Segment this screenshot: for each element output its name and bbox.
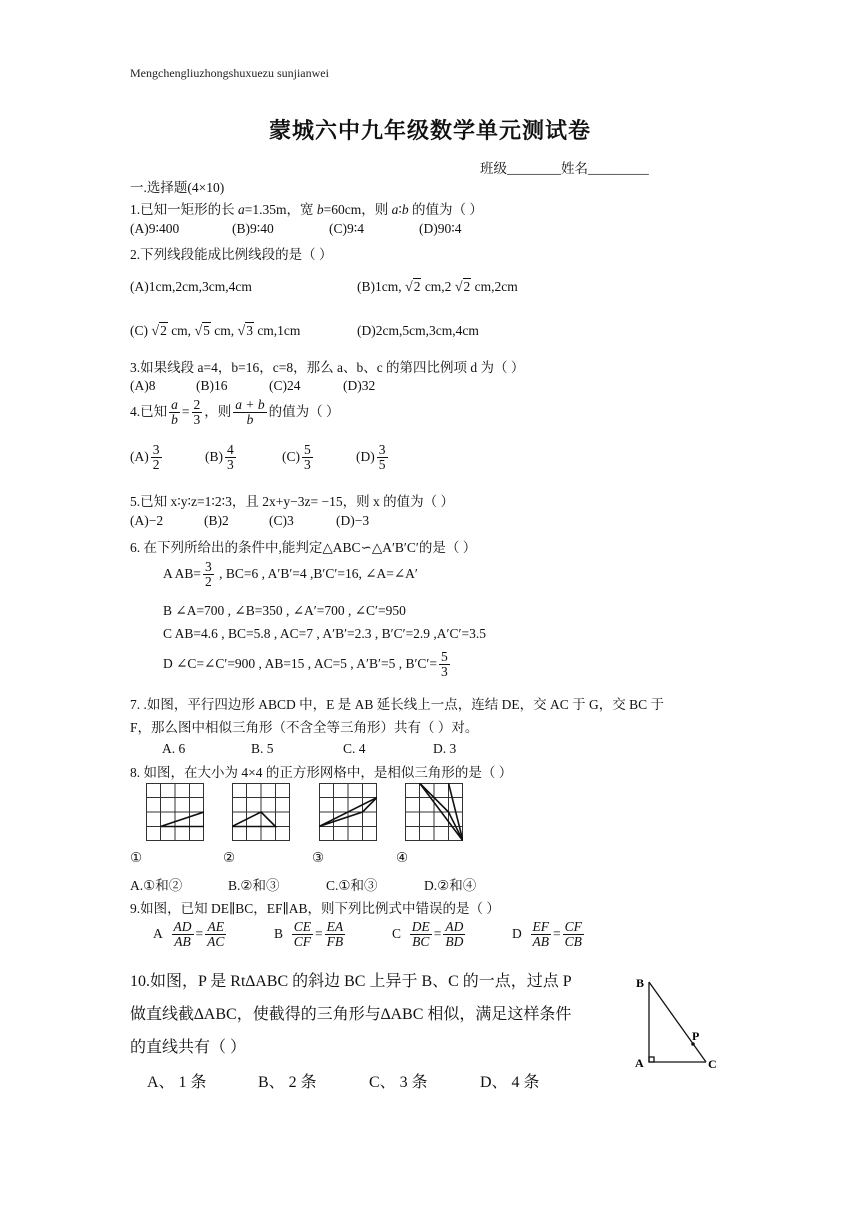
q1-option-b: (B)9∶40: [232, 221, 274, 236]
q10-option-d: D、 4 条: [480, 1074, 540, 1091]
q7-option-b: B. 5: [251, 741, 274, 756]
q9-option-b: B $\frac{CE}{CF}$ = $\frac{EA}{FB}$: [274, 919, 344, 950]
q10-label-c: C: [708, 1057, 717, 1071]
sqrt-symbol: √2: [405, 279, 421, 295]
q3-option-a: (A)8: [130, 378, 156, 393]
q5-stem: 5.已知 x∶y∶z=1∶2∶3，且 2x+y−3z= −15，则 x 的值为（ ）: [130, 494, 454, 509]
q9-option-d: D $\frac{EF}{AB}$ = $\frac{CF}{CB}$: [512, 919, 582, 950]
q2-option-a: (A)1cm,2cm,3cm,4cm: [130, 279, 252, 294]
grid-figure-3: [319, 783, 377, 841]
grid-figure-2: [232, 783, 290, 841]
q3-stem: 3.如果线段 a=4，b=16，c=8，那么 a、b、c 的第四比例项 d 为（ ）: [130, 360, 525, 375]
q9-option-c: C $\frac{DE}{BC}$ = $\frac{AD}{BD}$: [392, 919, 464, 950]
q8-option-a: A.①和②: [130, 878, 183, 893]
q10-label-a: A: [635, 1056, 644, 1070]
q8-option-c: C.①和③: [326, 878, 378, 893]
page-header: Mengchengliuzhongshuxuezu sunjianwei: [130, 66, 329, 80]
q4-option-b: (B) $\frac{4}{3}$: [205, 442, 234, 473]
q1-option-c: (C)9∶4: [329, 221, 365, 236]
q10-label-p: P: [692, 1029, 700, 1043]
q1-option-a: (A)9∶400: [130, 221, 180, 236]
section-heading: 一.选择题(4×10): [130, 180, 225, 195]
q8-figure-label-1: ①: [130, 850, 143, 865]
grid-figure-1: [146, 783, 204, 841]
sqrt-symbol: √2: [151, 323, 167, 339]
q4-stem: 4.已知 $\frac{a}{b}$ = $\frac{2}{3}$ ，则 $\frac{a + b}{b}$ 的值为（ ）: [130, 397, 340, 428]
fraction: $\frac{2}{3}$: [193, 397, 201, 428]
q3-option-c: (C)24: [269, 378, 301, 393]
q6-option-a: A AB= $\frac{3}{2}$ , BC=6 , A′B′=4 ,B′C′=16, ∠A=∠A′: [163, 559, 418, 590]
q10-stem-line2: 做直线截∆ABC，使截得的三角形与∆ABC 相似，满足这样条件: [130, 1006, 572, 1023]
q9-stem: 9.如图，已知 DE∥BC，EF∥AB，则下列比例式中错误的是（ ）: [130, 901, 500, 916]
q7-option-c: C. 4: [343, 741, 366, 756]
q5-option-a: (A)−2: [130, 513, 164, 528]
q7-stem-line1: 7. .如图，平行四边形 ABCD 中，E 是 AB 延长线上一点，连结 DE，交 AC 于 G，交 BC 于: [130, 697, 665, 712]
sqrt-symbol: √3: [237, 323, 253, 339]
q5-option-d: (D)−3: [336, 513, 370, 528]
q6-option-b: B ∠A=700 , ∠B=350 , ∠A′=700 , ∠C′=950: [163, 603, 406, 618]
q7-stem-line2: F，那么图中相似三角形（不含全等三角形）共有（ ）对。: [130, 720, 479, 735]
q5-option-b: (B)2: [204, 513, 229, 528]
sqrt-symbol: √5: [194, 323, 210, 339]
q8-option-b: B.②和③: [228, 878, 280, 893]
fraction: $\frac{a}{b}$: [171, 397, 178, 428]
q4-option-a: (A) $\frac{3}{2}$: [130, 442, 160, 473]
q9-option-a: A $\frac{AD}{AB}$ = $\frac{AE}{AC}$: [153, 919, 225, 950]
sqrt-symbol: √2: [454, 279, 471, 295]
q1-stem: 1.已知一矩形的长 a=1.35m，宽 b=60cm，则 a∶b 的值为（ ）: [130, 202, 483, 217]
q8-figure-label-4: ④: [396, 850, 409, 865]
q8-figure-label-3: ③: [312, 850, 325, 865]
q10-option-a: A、 1 条: [147, 1074, 207, 1091]
q2-stem: 2.下列线段能成比例线段的是（ ）: [130, 247, 333, 262]
class-name-line: 班级________姓名_________: [480, 161, 649, 176]
q8-option-d: D.②和④: [424, 878, 477, 893]
q10-option-b: B、 2 条: [258, 1074, 317, 1091]
q6-stem: 6. 在下列所给出的条件中,能判定△ABC∽△A′B′C′的是（ ）: [130, 540, 477, 555]
q7-option-d: D. 3: [433, 741, 457, 756]
q10-stem-line3: 的直线共有（ ）: [130, 1039, 247, 1056]
q10-label-b: B: [636, 976, 645, 990]
q3-option-d: (D)32: [343, 378, 376, 393]
grid-figure-4: [405, 783, 463, 841]
q10-option-c: C、 3 条: [369, 1074, 428, 1091]
q8-stem: 8. 如图，在大小为 4×4 的正方形网格中，是相似三角形的是（ ）: [130, 765, 513, 780]
q8-figure-label-2: ②: [223, 850, 236, 865]
q7-option-a: A. 6: [162, 741, 186, 756]
fraction: $\frac{a + b}{b}$: [235, 397, 265, 428]
q2-option-d: (D)2cm,5cm,3cm,4cm: [357, 323, 479, 338]
q3-option-b: (B)16: [196, 378, 228, 393]
q4-option-c: (C) $\frac{5}{3}$: [282, 442, 311, 473]
page-title: 蒙城六中九年级数学单元测试卷: [268, 118, 591, 143]
q2-option-c: (C) √2 cm, √5 cm, √3 cm,1cm: [130, 323, 301, 339]
q2-option-b: (B)1cm, √2 cm,2 √2 cm,2cm: [357, 279, 518, 295]
q10-triangle-figure: [628, 972, 728, 1072]
q5-option-c: (C)3: [269, 513, 294, 528]
q6-option-c: C AB=4.6 , BC=5.8 , AC=7 , A′B′=2.3 , B′C′=2.9 ,A′C′=3.5: [163, 626, 486, 641]
q10-stem-line1: 10.如图，P 是 Rt∆ABC 的斜边 BC 上异于 B、C 的一点，过点 P: [130, 973, 572, 990]
q4-option-d: (D) $\frac{3}{5}$: [356, 442, 386, 473]
q1-option-d: (D)90∶4: [419, 221, 462, 236]
q6-option-d: D ∠C=∠C′=900 , AB=15 , AC=5 , A′B′=5 , B′C′= $\frac{5}{3}$: [163, 649, 448, 680]
